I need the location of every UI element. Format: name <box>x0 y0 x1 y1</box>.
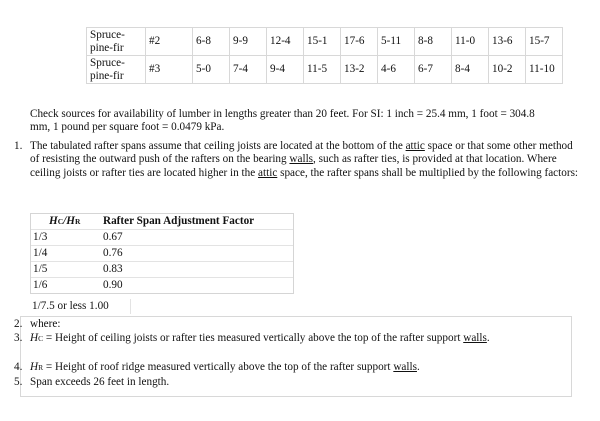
factor-cell: 0.90 <box>103 279 123 291</box>
span-table <box>86 27 563 84</box>
span-value-cell: 11-0 <box>452 28 489 56</box>
span-value-cell: 11-10 <box>526 56 563 84</box>
walls-link[interactable]: walls <box>393 361 417 373</box>
list-item-text: The tabulated rafter spans assume that ceiling joists are located at the bottom of the attic space or that some other method of resisting the outward push of the rafters on the bearing walls, such as rafter ties, is provided at that location. Where ceiling joists or rafter ties are located higher in the attic space, the rafter spans shall be multiplied by the following factors: <box>30 140 579 179</box>
factor-row <box>31 277 293 293</box>
span-value-cell: 5-11 <box>378 28 415 56</box>
factor-table-header <box>31 214 293 229</box>
list-item-3: 3. HC = Height of ceiling joists or rafter ties measured vertically above the top of the rafter support walls. <box>14 332 490 344</box>
factor-cell: 0.67 <box>103 231 123 243</box>
span-value-cell: 9-9 <box>230 28 267 56</box>
factor-row <box>31 261 293 277</box>
span-value-cell: 12-4 <box>267 28 304 56</box>
span-table-row <box>87 28 563 56</box>
adjustment-factor-table <box>30 213 294 294</box>
factor-table-last-row: 1/7.5 or less 1.00 <box>30 299 131 314</box>
span-value-cell: 13-2 <box>341 56 378 84</box>
attic-link[interactable]: attic <box>258 166 278 179</box>
species-cell: Spruce-pine-fir <box>87 28 146 56</box>
span-table-row <box>87 56 563 84</box>
si-conversion-note: Check sources for availability of lumber in lengths greater than 20 feet. For SI: 1 inch = 25.4 mm, 1 foot = 304.8 mm, 1 pound per square foot = 0.0479 kPa. <box>30 108 535 134</box>
walls-link[interactable]: walls <box>289 153 314 166</box>
list-item-2: 2. where: <box>14 318 61 330</box>
span-value-cell: 6-8 <box>193 28 230 56</box>
list-item-5: 5. Span exceeds 26 feet in length. <box>14 376 170 388</box>
ratio-cell: 1/5 <box>33 263 48 275</box>
ratio-cell: 1/6 <box>33 279 48 291</box>
span-value-cell: 13-6 <box>489 28 526 56</box>
factor-row <box>31 245 293 261</box>
span-value-cell: 7-4 <box>230 56 267 84</box>
grade-cell: #3 <box>146 56 193 84</box>
span-value-cell: 10-2 <box>489 56 526 84</box>
grade-cell: #2 <box>146 28 193 56</box>
ratio-cell: 1/4 <box>33 247 48 259</box>
factor-column-header: Rafter Span Adjustment Factor <box>103 215 255 227</box>
walls-link[interactable]: walls <box>463 332 487 344</box>
list-item-4: 4. HR = Height of roof ridge measured vertically above the top of the rafter support walls. <box>14 361 420 373</box>
factor-cell: 0.83 <box>103 263 123 275</box>
span-value-cell: 8-8 <box>415 28 452 56</box>
factor-row <box>31 229 293 245</box>
attic-link[interactable]: attic <box>405 140 425 152</box>
span-value-cell: 15-7 <box>526 28 563 56</box>
span-value-cell: 17-6 <box>341 28 378 56</box>
factor-cell: 0.76 <box>103 247 123 259</box>
span-value-cell: 9-4 <box>267 56 304 84</box>
list-number: 1. <box>14 140 23 152</box>
span-value-cell: 15-1 <box>304 28 341 56</box>
span-value-cell: 8-4 <box>452 56 489 84</box>
species-cell: Spruce-pine-fir <box>87 56 146 84</box>
span-value-cell: 5-0 <box>193 56 230 84</box>
list-item-1 <box>14 140 580 180</box>
span-value-cell: 11-5 <box>304 56 341 84</box>
ratio-cell: 1/3 <box>33 231 48 243</box>
span-value-cell: 4-6 <box>378 56 415 84</box>
ratio-column-header: HC/HR <box>49 215 81 227</box>
span-value-cell: 6-7 <box>415 56 452 84</box>
